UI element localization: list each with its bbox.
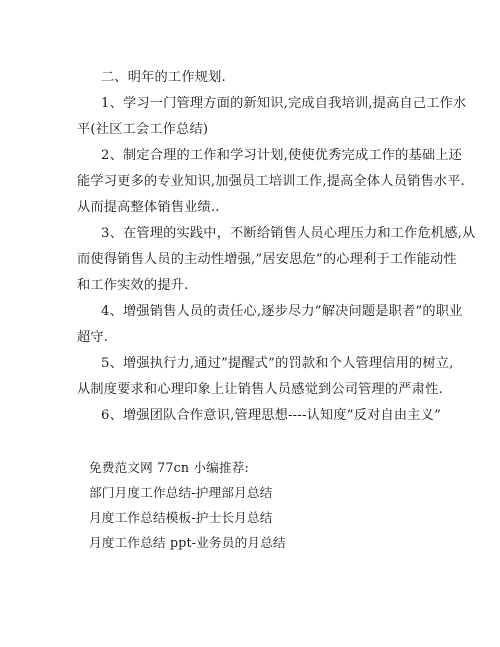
item-5-line-1: 5、增强执行力,通过”提醒式”的罚款和个人管理信用的树立,: [101, 356, 454, 371]
recommend-link-2[interactable]: 月度工作总结模板-护士长月总结: [89, 510, 273, 525]
recommend-link-1[interactable]: 部门月度工作总结-护理部月总结: [89, 485, 273, 500]
item-4-line-2: 超守.: [77, 330, 109, 345]
section-heading: 二、明年的工作规划.: [101, 70, 226, 85]
item-2-line-1: 2、制定合理的工作和学习计划,使使优秀完成工作的基础上还: [101, 148, 463, 163]
item-2-line-2: 能学习更多的专业知识,加强员工培训工作,提高全体人员销售水平.: [77, 174, 466, 189]
item-4-line-1: 4、增强销售人员的责任心,逐步尽力”解决问题是职者”的职业: [101, 304, 463, 319]
item-3-line-2: 而使得销售人员的主动性增强,”居安思危”的心理利于工作能动性: [77, 252, 457, 267]
item-5-line-2: 从制度要求和心理印象上让销售人员感觉到公司管理的严肃性.: [77, 382, 443, 397]
item-1-line-1: 1、学习一门管理方面的新知识,完成自我培训,提高自己工作水: [101, 96, 467, 111]
item-3-line-3: 和工作实效的提升.: [77, 278, 189, 293]
item-6-line-1: 6、增强团队合作意识,管理思想----认知度”反对自由主义”: [101, 408, 442, 423]
recommend-heading: 免费范文网 77cn 小编推荐:: [89, 460, 249, 475]
item-2-line-3: 从而提高整体销售业绩..: [77, 200, 220, 215]
item-1-line-2: 平(社区工会工作总结): [77, 122, 209, 137]
recommend-link-3[interactable]: 月度工作总结 ppt-业务员的月总结: [89, 535, 286, 550]
item-3-line-1: 3、在管理的实践中，不断给销售人员心理压力和工作危机感,从: [101, 226, 476, 241]
